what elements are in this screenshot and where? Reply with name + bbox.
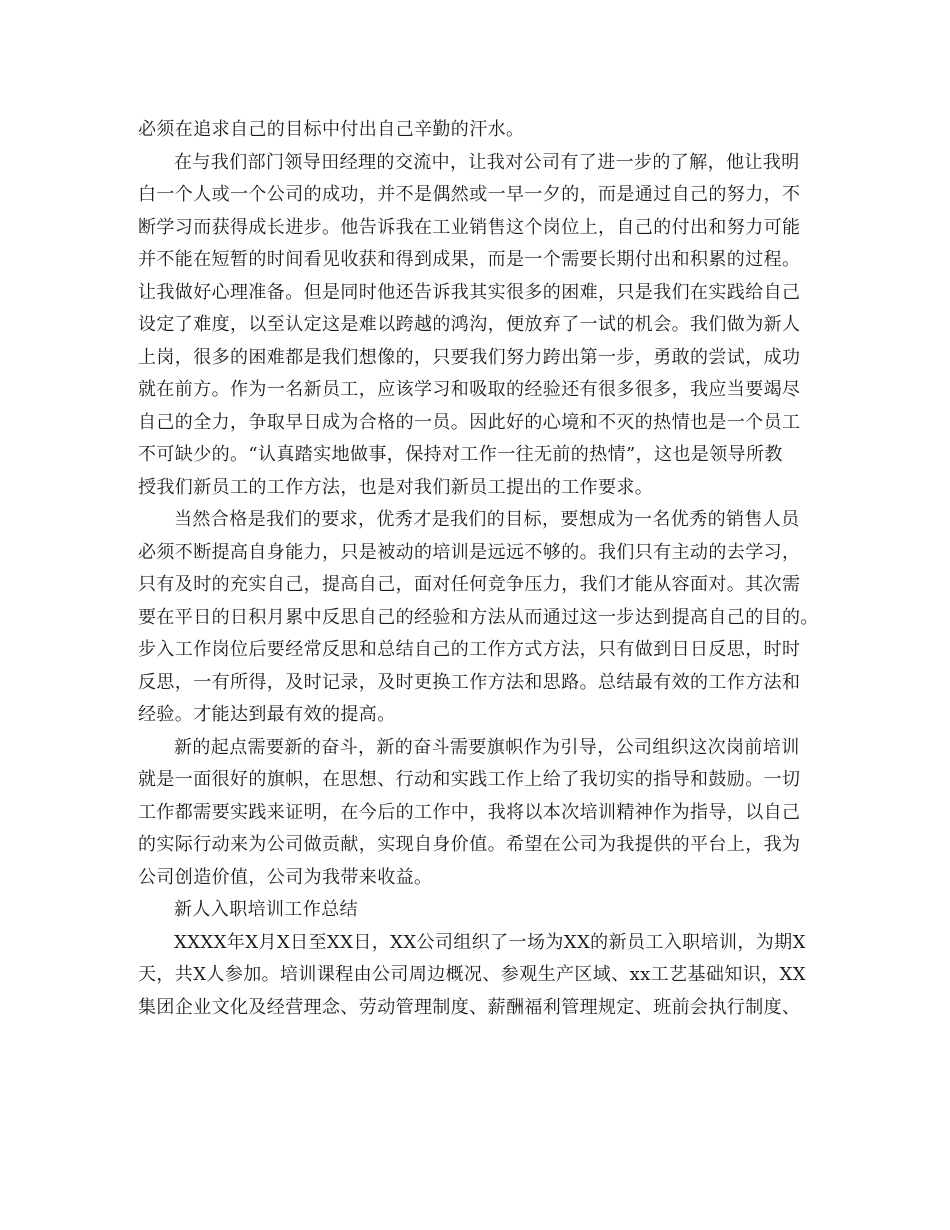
text-line: 就在前方。作为一名新员工，应该学习和吸取的经验还有很多很多，我应当要竭尽	[138, 379, 801, 400]
text-line: 新的起点需要新的奋斗，新的奋斗需要旗帜作为引导，公司组织这次岗前培训	[174, 736, 800, 758]
text-line: 就是一面很好的旗帜，在思想、行动和实践工作上给了我切实的指导和鼓励。一切	[138, 769, 801, 790]
text-line: 当然合格是我们的要求，优秀才是我们的目标，要想成为一名优秀的销售人员	[174, 509, 800, 530]
text-line: 上岗，很多的困难都是我们想像的，只要我们努力跨出第一步，勇敢的尝试，成功	[138, 346, 801, 368]
text-line: 让我做好心理准备。但是同时他还告诉我其实很多的困难，只是我们在实践给自己	[138, 281, 801, 303]
text-line: 工作都需要实践来证明，在今后的工作中，我将以本次培训精神作为指导，以自己	[138, 801, 801, 823]
text-line: 只有及时的充实自己，提高自己，面对任何竞争压力，我们才能从容面对。其次需	[138, 574, 801, 595]
text-line: 天，共X人参加。培训课程由公司周边概况、参观生产区域、xx工艺基础知识，XX	[138, 964, 806, 985]
text-line: 授我们新员工的工作方法，也是对我们新员工提出的工作要求。	[138, 476, 654, 498]
text-line: 的实际行动来为公司做贡献，实现自身价值。希望在公司为我提供的平台上，我为	[138, 834, 801, 855]
text-line: 经验。才能达到最有效的提高。	[138, 704, 396, 725]
text-line: 集团企业文化及经营理念、劳动管理制度、薪酬福利管理规定、班前会执行制度、	[138, 996, 801, 1018]
text-line: 步入工作岗位后要经常反思和总结自己的工作方式方法，只有做到日日反思，时时	[138, 639, 801, 660]
text-line: 白一个人或一个公司的成功，并不是偶然或一早一夕的，而是通过自己的努力，不	[138, 184, 801, 205]
text-line: 必须在追求自己的目标中付出自己辛勤的汗水。	[138, 119, 525, 140]
text-line: 不可缺少的。“认真踏实地做事，保持对工作一往无前的热情”，这也是领导所教	[138, 444, 783, 465]
text-line: 并不能在短暂的时间看见收获和得到成果，而是一个需要长期付出和积累的过程。	[138, 249, 801, 270]
text-line: 公司创造价值，公司为我带来收益。	[138, 866, 433, 888]
text-line: 反思，一有所得，及时记录，及时更换工作方法和思路。总结最有效的工作方法和	[138, 671, 801, 693]
text-line: 自己的全力，争取早日成为合格的一员。因此好的心境和不灭的热情也是一个员工	[138, 411, 801, 433]
text-line: 必须不断提高自身能力，只是被动的培训是远远不够的。我们只有主动的去学习，	[138, 541, 801, 563]
document-body	[138, 114, 818, 1024]
text-line: 在与我们部门领导田经理的交流中，让我对公司有了进一步的了解，他让我明	[174, 151, 800, 173]
text-line: 要在平日的日积月累中反思自己的经验和方法从而通过这一步达到提高自己的目的。	[138, 606, 819, 628]
text-line: 断学习而获得成长进步。他告诉我在工业销售这个岗位上，自己的付出和努力可能	[138, 216, 801, 238]
text-line: XXXX年X月X日至XX日，XX公司组织了一场为XX的新员工入职培训，为期X	[174, 931, 806, 953]
text-line: 设定了难度，以至认定这是难以跨越的鸿沟，便放弃了一试的机会。我们做为新人	[138, 314, 801, 335]
text-line: 新人入职培训工作总结	[174, 899, 358, 920]
